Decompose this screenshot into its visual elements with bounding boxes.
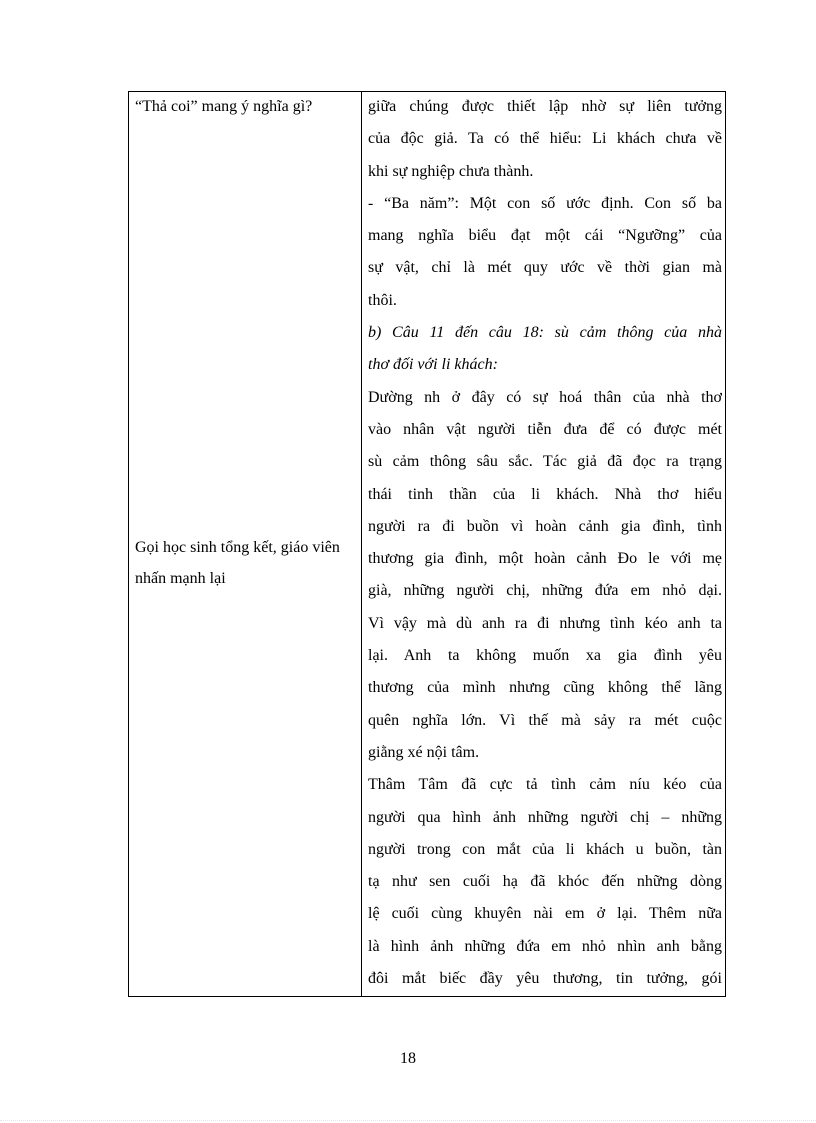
content-line: của độc giả. Ta có thể hiểu: Li khách chưa về bbox=[368, 130, 722, 148]
content-line: giữa chúng được thiết lập nhờ sự liên tưởng bbox=[368, 98, 722, 115]
page-number: 18 bbox=[400, 1050, 416, 1067]
content-line: là hình ảnh những đứa em nhỏ nhìn anh bằng bbox=[368, 937, 722, 955]
content-line: thương của mình nhưng cũng không thể lãng bbox=[368, 679, 722, 697]
content-line: Dường nh ở đây có sự hoá thân của nhà thơ bbox=[368, 388, 722, 406]
content-line: tạ như sen cuối hạ đã khóc đến những dòng bbox=[368, 873, 722, 891]
content-line: lệ cuối cùng khuyên nài em ở lại. Thêm nữa bbox=[368, 905, 722, 923]
teacher-activity-column bbox=[129, 92, 362, 996]
content-line: quên nghĩa lớn. Vì thế mà sảy ra mét cuộc bbox=[368, 711, 722, 729]
content-line: sù cảm thông sâu sắc. Tác giả đã đọc ra trạng bbox=[368, 453, 722, 471]
section-heading-line: thơ đối với li khách: bbox=[368, 356, 498, 374]
content-line: Thâm Tâm đã cực tả tình cảm níu kéo của bbox=[368, 776, 722, 794]
content-line: vào nhân vật người tiễn đưa để có được mét bbox=[368, 420, 722, 438]
content-line: thương gia đình, một hoàn cảnh Đo le với mẹ bbox=[368, 550, 722, 568]
content-line: già, những người chị, những đứa em nhỏ dại. bbox=[368, 582, 722, 600]
content-line: mang nghĩa biểu đạt một cái “Ngưỡng” của bbox=[368, 227, 722, 245]
activity-text: Gọi học sinh tổng kết, giáo viên nhấn mạnh lại bbox=[135, 539, 340, 587]
page-bottom-divider bbox=[0, 1120, 816, 1121]
content-line: đôi mắt biếc đầy yêu thương, tin tưởng, gói bbox=[368, 970, 722, 988]
content-lines bbox=[368, 96, 722, 1000]
content-line: người ra đi buồn vì hoàn cảnh gia đình, tình bbox=[368, 517, 722, 535]
question-text: “Thả coi” mang ý nghĩa gì? bbox=[135, 98, 313, 115]
content-line: - “Ba năm”: Một con số ước định. Con số ba bbox=[368, 194, 722, 212]
content-line: người trong con mắt của li khách u buồn, tàn bbox=[368, 840, 722, 858]
content-line: khi sự nghiệp chưa thành. bbox=[368, 162, 534, 180]
content-line: lại. Anh ta không muốn xa gia đình yêu bbox=[368, 647, 722, 665]
lesson-table bbox=[128, 91, 726, 997]
content-line: thôi. bbox=[368, 291, 397, 309]
content-line: giằng xé nội tâm. bbox=[368, 743, 480, 761]
content-line: thái tinh thần của li khách. Nhà thơ hiểu bbox=[368, 485, 722, 503]
content-line: Vì vậy mà dù anh ra đi nhưng tình kéo anh ta bbox=[368, 614, 722, 632]
content-column bbox=[362, 92, 725, 996]
content-line: sự vật, chỉ là mét quy ước về thời gian mà bbox=[368, 259, 722, 277]
content-line: người qua hình ảnh những người chị – những bbox=[368, 808, 722, 826]
section-heading-line: b) Câu 11 đến câu 18: sù cảm thông của nhà bbox=[368, 324, 722, 342]
